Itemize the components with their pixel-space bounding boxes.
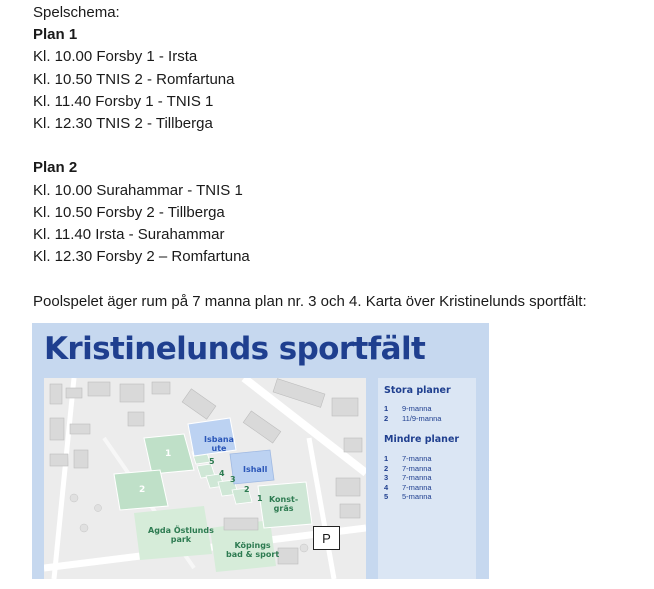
legend-text: 5-manna [402, 492, 432, 501]
legend-text: 7-manna [402, 473, 432, 482]
legend-item [384, 454, 432, 463]
legend-number: 5 [384, 492, 389, 501]
large-field-1-label: 1 [165, 449, 172, 459]
agda-label-line1: Agda Östlunds [148, 526, 214, 535]
plan1-title: Plan 1 [33, 26, 78, 44]
legend-number: 3 [384, 473, 389, 482]
legend-item [384, 414, 441, 423]
legend-number: 1 [384, 454, 389, 463]
isbana-label-line2: ute [211, 444, 227, 453]
building [120, 384, 144, 402]
konstgras-label-line2: gräs [273, 504, 294, 513]
plan1-match: Kl. 12.30 TNIS 2 - Tillberga [33, 115, 213, 133]
road [54, 378, 74, 579]
small-field-2-label: 2 [244, 485, 250, 494]
building [340, 504, 360, 518]
legend-item [384, 464, 432, 473]
legend-text: 11/9-manna [402, 414, 442, 423]
konstgras-label [269, 495, 298, 513]
legend-text: 7-manna [402, 482, 432, 492]
legend-item [384, 473, 432, 482]
sports-field-map [32, 323, 489, 579]
agda-label-line2: park [170, 535, 192, 544]
legend-text: 9-manna [402, 404, 432, 413]
isbana-label-line1: Isbana [204, 435, 234, 444]
building [74, 450, 88, 468]
building [332, 398, 358, 416]
small-field-5-label: 5 [209, 457, 215, 466]
building [152, 382, 170, 394]
small-field-3-label: 3 [230, 475, 236, 484]
legend-item [384, 492, 432, 501]
legend-number: 2 [384, 463, 389, 473]
blank-line [33, 135, 643, 157]
kopings-label-line2: bad & sport [226, 550, 280, 559]
pool-note: Poolspelet äger rum på 7 manna plan nr. 3 och 4. Karta över Kristinelunds sportfält: [33, 292, 587, 310]
blank-line [33, 268, 643, 290]
plan2-match: Kl. 11.40 Irsta - Surahammar [33, 226, 225, 244]
tree [70, 494, 78, 502]
schedule-heading: Spelschema: [33, 4, 120, 21]
legend-text: 7-manna [402, 463, 432, 473]
plan1-match: Kl. 11.40 Forsby 1 - TNIS 1 [33, 92, 214, 110]
parking-sign: P [313, 526, 340, 550]
kopings-bad-sport-label [226, 541, 279, 559]
building [66, 388, 82, 398]
legend-number: 4 [384, 482, 389, 492]
legend-large-heading: Stora planer [384, 385, 451, 396]
building [50, 384, 62, 404]
konstgras-label-line1: Konst- [269, 495, 299, 504]
agda-ostlunds-park-label [148, 526, 214, 544]
legend-item [384, 404, 432, 413]
plan2-title: Plan 2 [33, 159, 78, 177]
building [182, 389, 216, 419]
building [278, 548, 298, 564]
building [50, 454, 68, 466]
plan2-match: Kl. 10.50 Forsby 2 - Tillberga [33, 203, 225, 221]
road [309, 438, 334, 579]
legend-item [384, 483, 432, 492]
map-title: Kristinelunds sportfält [44, 331, 426, 367]
small-field-4-label: 4 [219, 469, 225, 478]
building [344, 438, 362, 452]
map-legend [378, 378, 476, 579]
building [70, 424, 90, 434]
ishall-label: Ishall [243, 465, 268, 474]
tree [95, 505, 102, 512]
schedule-text [33, 2, 643, 313]
plan1-match: Kl. 10.50 TNIS 2 - Romfartuna [33, 70, 235, 88]
kopings-label-line1: Köpings [234, 541, 271, 550]
building [243, 411, 281, 443]
legend-number: 1 [384, 404, 389, 413]
legend-small-heading: Mindre planer [384, 434, 460, 445]
plan2-match: Kl. 10.00 Surahammar - TNIS 1 [33, 181, 243, 199]
building [336, 478, 360, 496]
building [224, 518, 258, 530]
tree [80, 524, 88, 532]
legend-text: 7-manna [402, 454, 432, 463]
plan2-match: Kl. 12.30 Forsby 2 – Romfartuna [33, 248, 250, 266]
isbana-label [204, 435, 234, 453]
small-field-1-label: 1 [257, 494, 263, 503]
plan1-match: Kl. 10.00 Forsby 1 - Irsta [33, 48, 198, 66]
building [88, 382, 110, 396]
large-field-2-label: 2 [139, 485, 146, 495]
legend-number: 2 [384, 414, 389, 423]
building [50, 418, 64, 440]
tree [300, 544, 308, 552]
building [128, 412, 144, 426]
